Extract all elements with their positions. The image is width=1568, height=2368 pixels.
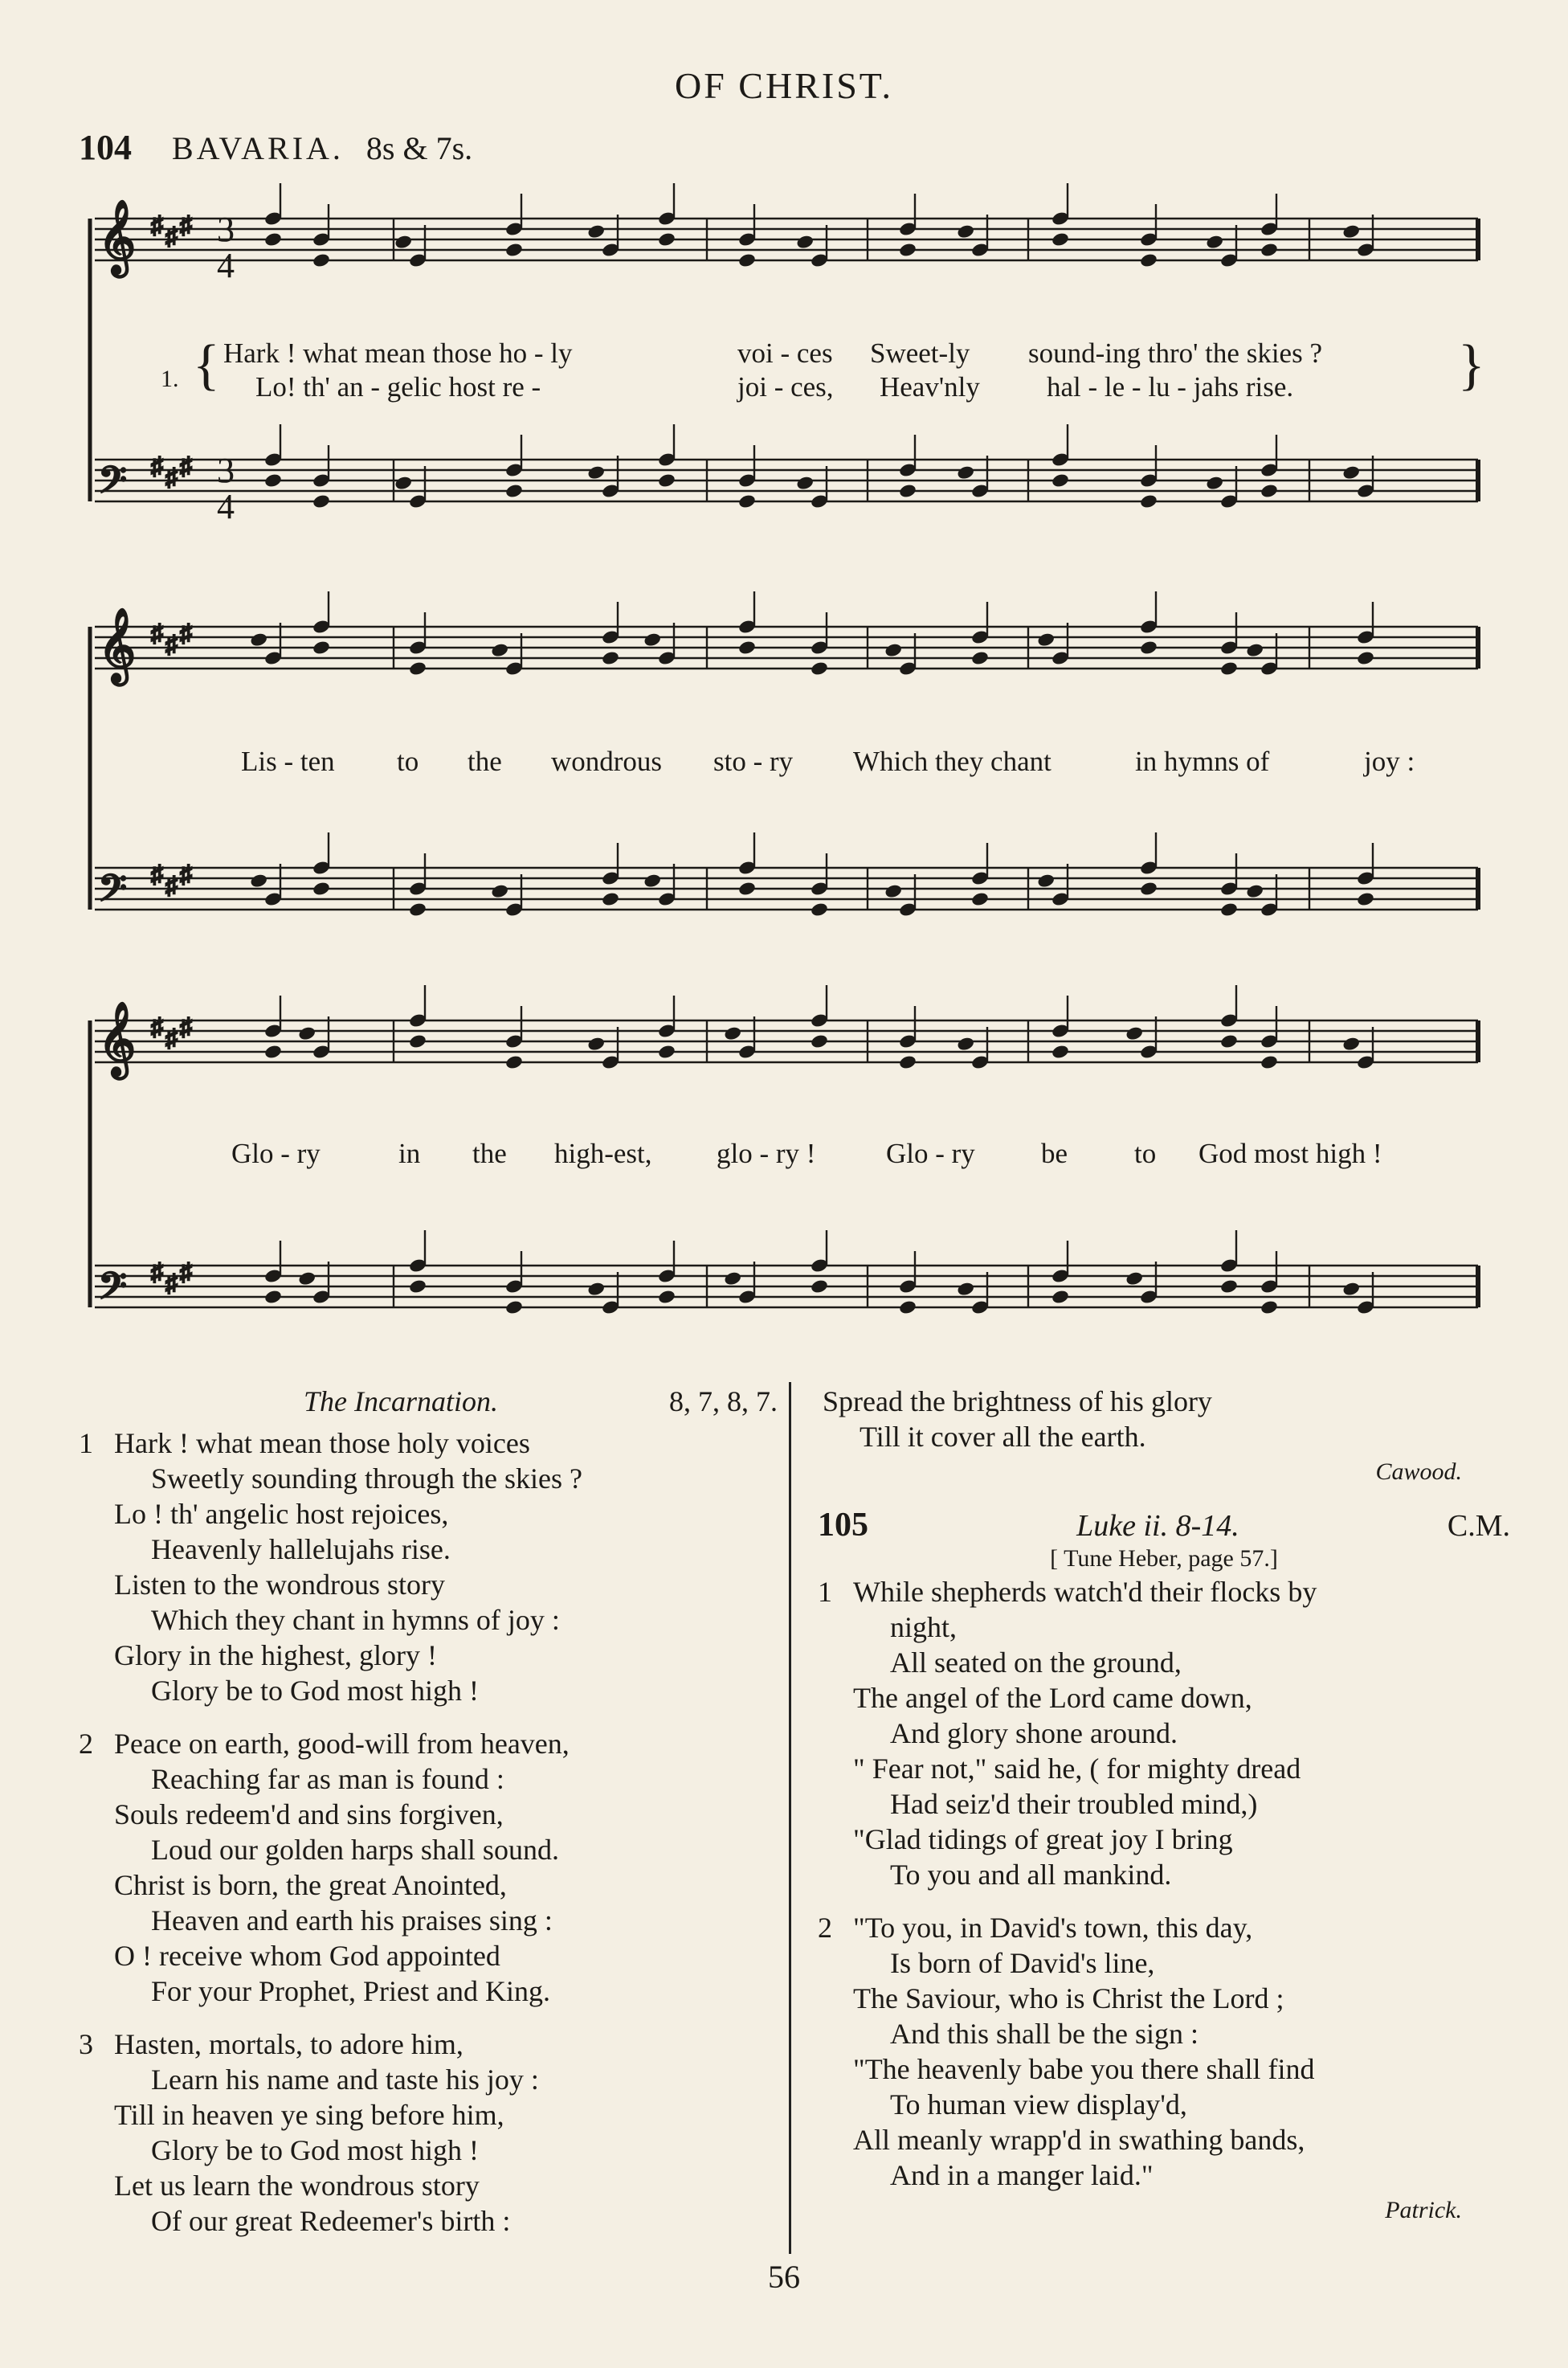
note-head (1260, 242, 1279, 258)
note-head (394, 234, 413, 250)
bass-clef-icon: 𝄢 (98, 460, 128, 510)
verse-line (818, 1822, 1510, 1857)
time-sig-bottom-bass: 4 (217, 487, 235, 526)
verse-text: For your Prophet, Priest and King. (151, 1975, 550, 2007)
verse-text: Heavenly hallelujahs rise. (151, 1533, 451, 1565)
attribution-104: Cawood. (1375, 1458, 1462, 1485)
verse-line (79, 1638, 778, 1673)
lyric-s1l1-b: voi - ces (737, 337, 833, 369)
note-head (657, 1289, 676, 1305)
lyric-s3-9: God most high ! (1198, 1138, 1382, 1169)
verse-line (79, 1673, 778, 1708)
note-head (297, 1025, 316, 1041)
verse-text: And glory shone around. (890, 1717, 1178, 1749)
note-head (408, 902, 427, 918)
lyric-s1l2-d: hal - le - lu - jahs rise. (1047, 371, 1294, 403)
verse-line (818, 2016, 1510, 2051)
verse-text: Hark ! what mean those holy voices (114, 1427, 530, 1459)
note-head (408, 1278, 427, 1294)
time-sig-top-bass: 3 (217, 451, 235, 490)
verse-line (79, 1832, 778, 1867)
tune-meter: 8s & 7s. (365, 130, 473, 166)
verse-number: 1 (818, 1576, 832, 1608)
note-head (312, 881, 331, 897)
note-head (1260, 483, 1279, 499)
note-head (586, 1281, 606, 1297)
lyric-s3-3: the (472, 1138, 507, 1169)
note-head (737, 493, 757, 509)
scripture-reference: Luke ii. 8-14. (1076, 1509, 1239, 1543)
verse-line (79, 1567, 778, 1602)
verse-text: All seated on the ground, (890, 1646, 1182, 1679)
note-head (1341, 1036, 1361, 1052)
note-head (1036, 632, 1056, 648)
sharp-icon: ♯ (165, 1270, 178, 1297)
verse-line (79, 2203, 778, 2239)
note-head (810, 902, 829, 918)
lyric-s2-4: wondrous (551, 746, 663, 777)
lyric-s2-6: Which they chant (853, 746, 1051, 777)
lyric-s1l1-c: Sweet-ly (870, 337, 970, 369)
verse-text: Lo ! th' angelic host rejoices, (114, 1498, 449, 1530)
note-head (970, 891, 990, 907)
verse-text: O ! receive whom God appointed (114, 1940, 500, 1972)
verse-line (79, 1903, 778, 1938)
verse-text: Learn his name and taste his joy : (151, 2063, 539, 2096)
verse-line (79, 2168, 778, 2203)
note-head (643, 632, 662, 648)
lyric-s1l2-a: Lo! th' an - gelic host re - (255, 371, 541, 403)
note-head (956, 464, 975, 481)
time-sig-top-treble: 3 (217, 210, 235, 249)
hymn-104-text-continued (818, 1384, 1510, 2228)
verse-line (79, 1726, 778, 1761)
verse-line (818, 1910, 1510, 1945)
hymn-number: 105 (818, 1507, 868, 1544)
lyric-s1l1-a: Hark ! what mean those ho - ly (223, 337, 573, 369)
note-head (601, 650, 620, 666)
note-head (657, 1044, 676, 1060)
note-head (795, 475, 815, 491)
note-head (1356, 891, 1375, 907)
verse-text: Reaching far as man is found : (151, 1763, 504, 1795)
note-head (898, 1299, 917, 1315)
note-head (657, 472, 676, 489)
lyric-s2-2: to (397, 746, 419, 777)
note-head (970, 650, 990, 666)
note-head (1219, 902, 1239, 918)
note-head (737, 881, 757, 897)
right-brace-icon: } (1458, 334, 1485, 396)
verse-line (818, 1857, 1510, 1892)
verse-text: Glory be to God most high ! (151, 2134, 479, 2166)
note-head (408, 1033, 427, 1049)
verse-text: Sweetly sounding through the skies ? (151, 1462, 582, 1495)
bass-clef-icon: 𝄢 (98, 869, 128, 918)
verse-line (79, 1496, 778, 1532)
note-head (1341, 464, 1361, 481)
note-head (1260, 1299, 1279, 1315)
sharp-icon: ♯ (165, 632, 178, 658)
note-head (1205, 475, 1224, 491)
verse-line (79, 1938, 778, 1973)
note-head (1245, 883, 1264, 899)
note-head (956, 1281, 975, 1297)
treble-clef-icon: 𝄞 (98, 202, 137, 273)
hymn-number: 104 (79, 128, 132, 167)
verse-text: "Glad tidings of great joy I bring (853, 1823, 1233, 1855)
verse-line: Till it cover all the earth. (860, 1421, 1146, 1453)
verse-line (818, 1981, 1510, 2016)
verse-line (818, 1751, 1510, 1786)
note-head (1219, 661, 1239, 677)
note-head (1341, 223, 1361, 239)
tune-name: BAVARIA. (172, 130, 344, 166)
note-head (263, 231, 283, 247)
note-head (490, 883, 509, 899)
verse-marker: 1. (161, 366, 179, 392)
verse-text: Glory be to God most high ! (151, 1675, 479, 1707)
verse-line (79, 2062, 778, 2097)
bass-clef-icon: 𝄢 (98, 1266, 128, 1316)
verse-line (818, 1680, 1510, 1716)
note-head (1139, 881, 1158, 897)
note-head (1341, 1281, 1361, 1297)
verse-line (818, 2051, 1510, 2087)
note-head (1219, 1278, 1239, 1294)
hymn-104-text (79, 1384, 778, 2239)
verse-line (79, 1761, 778, 1797)
note-head (737, 252, 757, 268)
left-brace-icon: { (193, 334, 220, 396)
verse-text: Which they chant in hymns of joy : (151, 1604, 560, 1636)
verse-line (818, 1945, 1510, 1981)
note-head (1051, 231, 1070, 247)
note-head (657, 231, 676, 247)
note-head (394, 475, 413, 491)
note-head (810, 1278, 829, 1294)
tune-note: [ Tune Heber, page 57.] (1050, 1545, 1278, 1572)
verse-text: All meanly wrapp'd in swathing bands, (853, 2124, 1305, 2156)
sharp-icon: ♯ (180, 453, 192, 480)
sharp-icon: ♯ (180, 212, 192, 239)
note-head (898, 242, 917, 258)
note-head (586, 223, 606, 239)
sharp-icon: ♯ (180, 861, 192, 888)
sharp-icon: ♯ (165, 873, 178, 899)
note-head (297, 1270, 316, 1286)
verse-text: "To you, in David's town, this day, (853, 1912, 1253, 1944)
verse-line (818, 1786, 1510, 1822)
verse-text: Let us learn the wondrous story (114, 2170, 480, 2202)
verse-line (79, 1602, 778, 1638)
verse-line: Spread the brightness of his glory (823, 1385, 1212, 1417)
verse-number: 1 (79, 1427, 93, 1459)
verse-text: night, (890, 1611, 958, 1643)
verse-line (79, 2027, 778, 2062)
note-head (263, 472, 283, 489)
text-meter: 8, 7, 8, 7. (669, 1385, 778, 1417)
verse-number: 3 (79, 2028, 93, 2060)
note-head (1205, 234, 1224, 250)
note-head (249, 873, 268, 889)
note-head (1356, 650, 1375, 666)
lyric-s1l1-d: sound-ing thro' the skies ? (1028, 337, 1322, 369)
lyric-s3-7: be (1041, 1138, 1068, 1169)
verse-text: Till in heaven ye sing before him, (114, 2099, 504, 2131)
treble-clef-icon: 𝄞 (98, 611, 137, 681)
lyric-s2-1: Lis - ten (241, 746, 335, 777)
verse-text: To human view display'd, (890, 2088, 1187, 2121)
note-head (408, 661, 427, 677)
verse-text: Peace on earth, good-will from heaven, (114, 1728, 570, 1760)
note-head (898, 1054, 917, 1070)
note-head (737, 640, 757, 656)
sharp-icon: ♯ (165, 1025, 178, 1052)
note-head (504, 1299, 524, 1315)
hymn-meter: C.M. (1447, 1509, 1510, 1543)
verse-text: Had seiz'd their troubled mind,) (890, 1788, 1258, 1820)
verse-text: The Saviour, who is Christ the Lord ; (853, 1982, 1284, 2014)
lyric-s3-4: high-est, (554, 1138, 652, 1169)
note-head (1245, 642, 1264, 658)
note-head (723, 1270, 742, 1286)
text-title: The Incarnation. (304, 1385, 498, 1417)
verse-text: " Fear not," said he, ( for mighty dread (853, 1752, 1301, 1785)
verse-line (79, 2133, 778, 2168)
sharp-icon: ♯ (165, 464, 178, 491)
verse-text: Is born of David's line, (890, 1947, 1155, 1979)
verse-text: "The heavenly babe you there shall find (853, 2053, 1315, 2085)
attribution-105: Patrick. (1385, 2197, 1462, 2223)
note-head (1051, 1044, 1070, 1060)
verse-text: Heaven and earth his praises sing : (151, 1904, 553, 1937)
note-head (1125, 1270, 1144, 1286)
note-head (490, 642, 509, 658)
note-head (884, 883, 903, 899)
note-head (1139, 493, 1158, 509)
verse-line (818, 2122, 1510, 2157)
lyric-s3-6: Glo - ry (886, 1138, 975, 1169)
sharp-icon: ♯ (151, 453, 163, 480)
verse-line (79, 1461, 778, 1496)
sharp-icon: ♯ (151, 861, 163, 888)
time-sig-bottom-treble: 4 (217, 246, 235, 285)
lyric-s1l2-c: Heav'nly (880, 371, 980, 403)
note-head (504, 1054, 524, 1070)
lyric-s3-2: in (398, 1138, 421, 1169)
page-number: 56 (768, 2259, 800, 2295)
verse-line (79, 2097, 778, 2133)
verse-line (818, 1609, 1510, 1645)
verse-line (79, 1425, 778, 1461)
note-head (1139, 640, 1158, 656)
note-head (601, 891, 620, 907)
verse-number: 2 (818, 1912, 832, 1944)
verse-text: While shepherds watch'd their flocks by (853, 1576, 1317, 1608)
verse-line (79, 1797, 778, 1832)
note-head (586, 464, 606, 481)
note-head (586, 1036, 606, 1052)
note-head (1260, 1054, 1279, 1070)
lyric-s2-7: in hymns of (1135, 746, 1270, 777)
treble-clef-icon: 𝄞 (98, 1004, 137, 1075)
note-head (1051, 472, 1070, 489)
sharp-icon: ♯ (151, 1014, 163, 1041)
lyric-s2-3: the (468, 746, 502, 777)
note-head (884, 642, 903, 658)
lyric-s3-5: glo - ry ! (717, 1138, 816, 1169)
verse-text: Christ is born, the great Anointed, (114, 1869, 507, 1901)
lyric-s2-8: joy : (1364, 746, 1415, 777)
verse-line (818, 1716, 1510, 1751)
note-head (1051, 1289, 1070, 1305)
note-head (504, 483, 524, 499)
sharp-icon: ♯ (151, 212, 163, 239)
verse-text: Hasten, mortals, to adore him, (114, 2028, 463, 2060)
sharp-icon: ♯ (165, 223, 178, 250)
note-head (1036, 873, 1056, 889)
note-head (504, 242, 524, 258)
note-head (263, 1044, 283, 1060)
note-head (795, 234, 815, 250)
sharp-icon: ♯ (180, 620, 192, 647)
running-head: OF CHRIST. (675, 65, 893, 106)
note-head (249, 632, 268, 648)
verse-text: And in a manger laid." (890, 2159, 1154, 2191)
note-head (898, 483, 917, 499)
verse-line (818, 1645, 1510, 1680)
note-head (643, 873, 662, 889)
lyric-s1l2-b: joi - ces, (737, 371, 834, 403)
verse-line (79, 1532, 778, 1567)
verse-line (79, 1867, 778, 1903)
sharp-icon: ♯ (151, 1259, 163, 1286)
note-head (956, 223, 975, 239)
note-head (1139, 252, 1158, 268)
note-head (312, 252, 331, 268)
note-head (723, 1025, 742, 1041)
verse-line (818, 1574, 1510, 1609)
verse-text: Souls redeem'd and sins forgiven, (114, 1798, 504, 1830)
verse-text: The angel of the Lord came down, (853, 1682, 1252, 1714)
column-divider (789, 1382, 791, 2254)
sharp-icon: ♯ (180, 1259, 192, 1286)
verse-text: To you and all mankind. (890, 1859, 1172, 1891)
verse-line (818, 2157, 1510, 2193)
verse-text: Loud our golden harps shall sound. (151, 1834, 559, 1866)
lyric-s3-8: to (1134, 1138, 1157, 1169)
verse-line (79, 1973, 778, 2009)
verse-line (818, 2087, 1510, 2122)
note-head (1125, 1025, 1144, 1041)
verse-number: 2 (79, 1728, 93, 1760)
note-head (956, 1036, 975, 1052)
verse-text: Of our great Redeemer's birth : (151, 2205, 511, 2237)
hymn-104-text-heading (79, 1384, 778, 1419)
note-head (263, 1289, 283, 1305)
verse-text: Glory in the highest, glory ! (114, 1639, 437, 1671)
sharp-icon: ♯ (180, 1014, 192, 1041)
note-head (810, 661, 829, 677)
note-head (312, 640, 331, 656)
hymn-105-header (818, 1507, 1510, 1544)
verse-text: And this shall be the sign : (890, 2018, 1198, 2050)
note-head (810, 1033, 829, 1049)
verse-text: Listen to the wondrous story (114, 1568, 445, 1601)
lyric-s3-1: Glo - ry (231, 1138, 321, 1169)
lyric-s2-5: sto - ry (713, 746, 794, 777)
sharp-icon: ♯ (151, 620, 163, 647)
note-head (1219, 1033, 1239, 1049)
note-head (312, 493, 331, 509)
